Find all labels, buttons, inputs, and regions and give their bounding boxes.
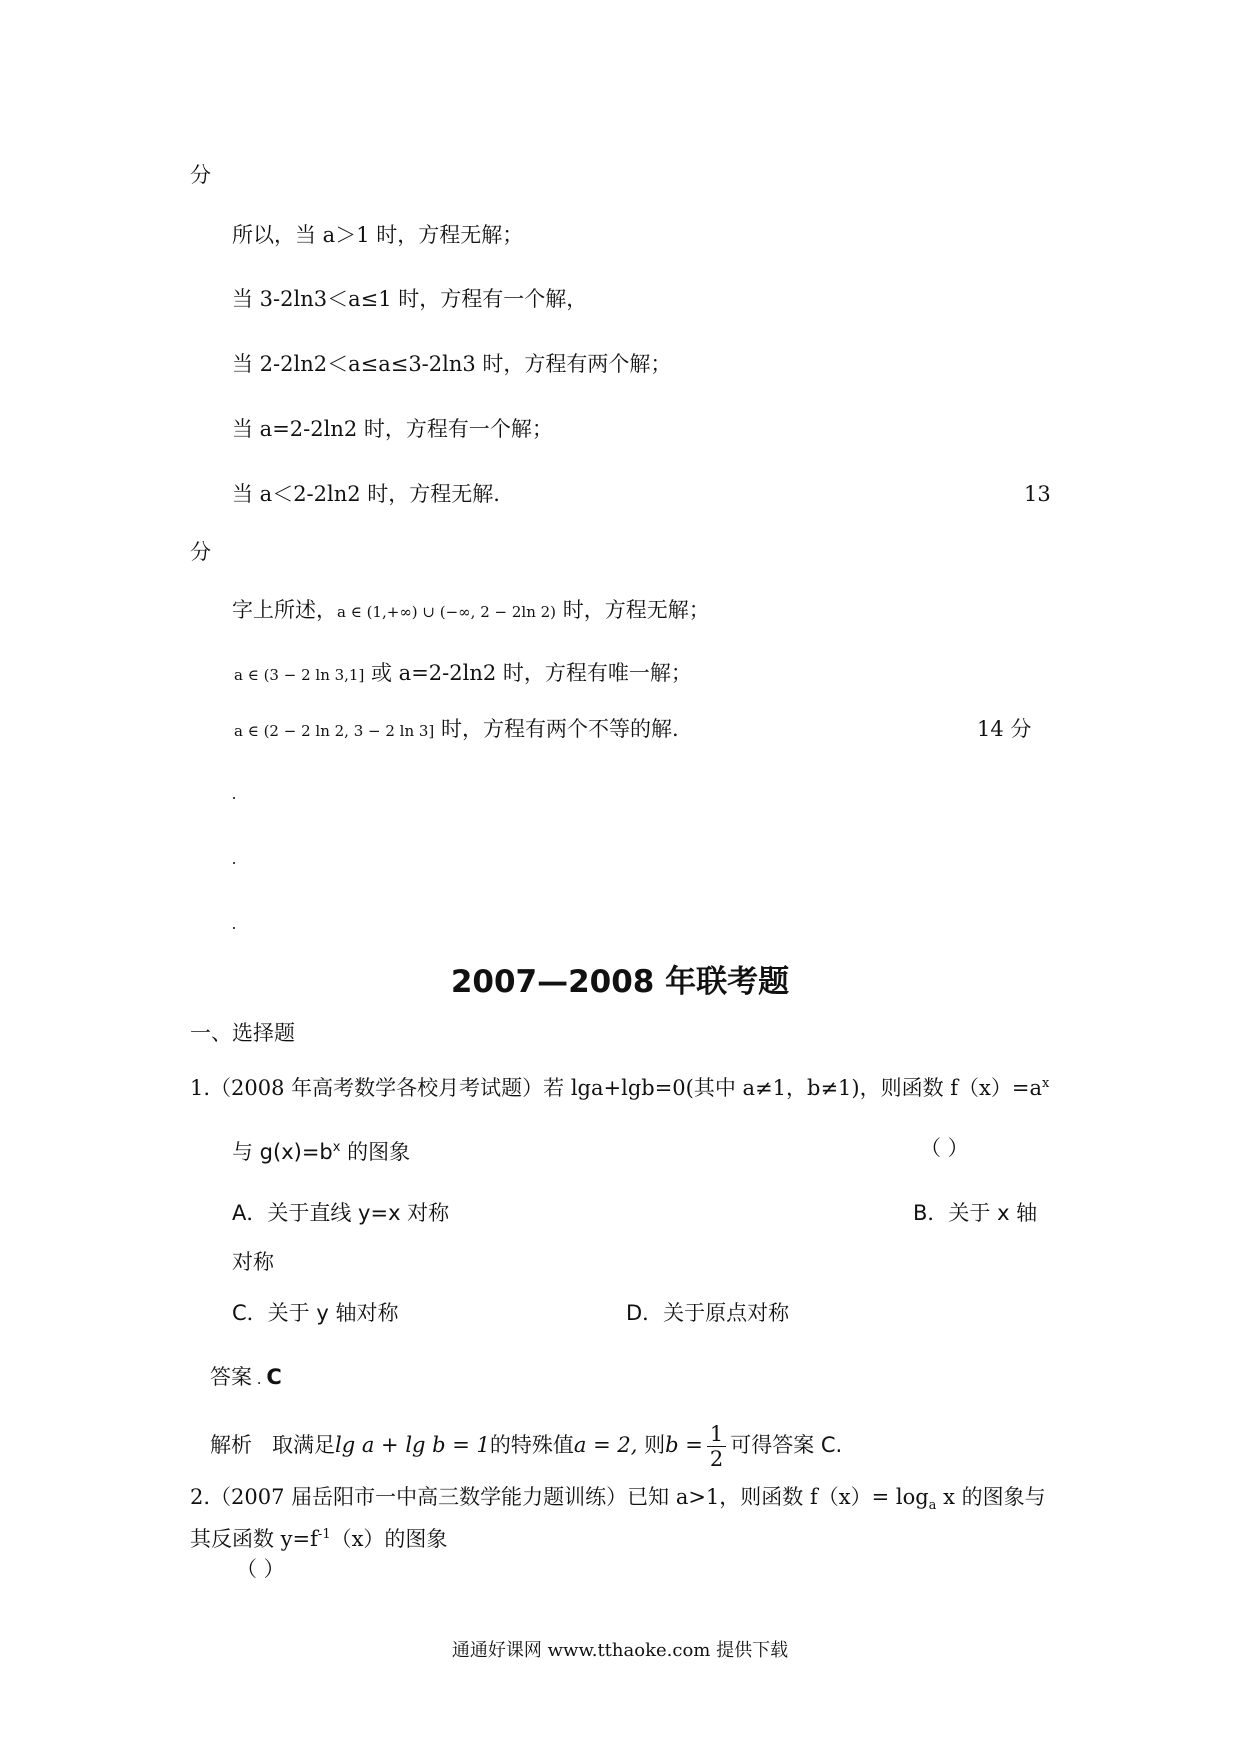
analysis-math-1: lg a + lg b = 1 <box>335 1433 490 1457</box>
answer-value: C <box>266 1365 282 1389</box>
text-line-no-solution: 所以，当 a＞1 时，方程无解； <box>232 223 524 247</box>
q1-analysis-line <box>210 1418 842 1472</box>
page-footer: 通通好课网 www.tthaoke.com 提供下载 <box>451 1640 789 1661</box>
q1-option-b: B．关于 x 轴 <box>913 1201 1038 1225</box>
analysis-text-d: 可得答案 C. <box>730 1433 843 1457</box>
q2-stem-text-2b: （x）的图象 <box>330 1527 448 1551</box>
q2-stem-line-2 <box>190 1522 447 1552</box>
text-line-equal-case: 当 a=2-2ln2 时，方程有一个解； <box>232 417 553 441</box>
analysis-text-b: 的特殊值 <box>489 1433 574 1457</box>
answer-label: 答案 <box>210 1365 252 1389</box>
interval-math-1: a ∈ (1,+∞) ∪ (−∞, 2 − 2ln 2) <box>337 603 557 621</box>
answer-separator: . <box>252 1370 267 1388</box>
q1-option-d: D．关于原点对称 <box>626 1301 790 1325</box>
summary-suffix-3: 时，方程有两个不等的解. <box>434 717 679 741</box>
text-line-two-solutions: 当 2-2ln2＜a≤a≤3-2ln3 时，方程有两个解； <box>232 352 672 376</box>
summary-line-1 <box>232 597 710 625</box>
text-line-less-case: 当 a＜2-2ln2 时，方程无解. <box>232 482 500 506</box>
q2-log-base: a <box>928 1498 937 1514</box>
fraction-one-half <box>707 1422 726 1471</box>
q1-stem-line-2 <box>232 1135 410 1165</box>
q2-stem-text-2a: 其反函数 y=f <box>190 1527 318 1551</box>
analysis-text-c: 则 <box>637 1433 666 1457</box>
score-14: 14 分 <box>977 717 1032 741</box>
fraction-numerator: 1 <box>707 1422 726 1447</box>
summary-prefix: 字上所述， <box>232 598 337 622</box>
analysis-text-a: 取满足 <box>272 1433 336 1457</box>
q1-stem-text-2a: 与 g(x)=b <box>232 1140 333 1164</box>
q2-stem-line-1 <box>190 1484 1046 1519</box>
q2-answer-paren: （ ） <box>236 1557 285 1581</box>
q1-answer-line <box>210 1364 282 1392</box>
q1-superscript-x-1: x <box>1042 1076 1050 1091</box>
q1-option-b-continued: 对称 <box>232 1250 274 1274</box>
q1-answer-paren: （ ） <box>920 1136 969 1160</box>
summary-suffix-1: 时，方程无解； <box>556 598 710 622</box>
scan-dot-1 <box>233 797 235 799</box>
summary-line-3 <box>234 716 679 744</box>
q1-stem-line-1 <box>190 1071 1049 1101</box>
scan-dot-3 <box>233 927 235 929</box>
score-13: 13 <box>1024 482 1051 506</box>
interval-math-2: a ∈ (3 − 2 ln 3,1] <box>234 666 365 684</box>
analysis-math-3: b = <box>665 1433 703 1457</box>
q1-option-a: A．关于直线 y=x 对称 <box>232 1201 450 1225</box>
q1-superscript-x-2: x <box>332 1140 341 1155</box>
q2-stem-text-1b: x 的图象与 <box>936 1485 1046 1509</box>
analysis-label: 解析 <box>210 1433 252 1457</box>
q1-stem-text-1: 1.（2008 年高考数学各校月考试题）若 lga+lgb=0(其中 a≠1，b≠1)，则函数 f（x）=a <box>190 1076 1043 1100</box>
analysis-math-2: a = 2, <box>573 1433 638 1457</box>
section-title: 2007—2008 年联考题 <box>450 964 790 1000</box>
summary-suffix-2: 或 a=2-2ln2 时，方程有唯一解； <box>364 661 692 685</box>
q2-stem-text-1: 2.（2007 届岳阳市一中高三数学能力题训练）已知 a>1，则函数 f（x）= log <box>190 1485 929 1509</box>
q1-option-c: C．关于 y 轴对称 <box>232 1301 399 1325</box>
q2-superscript-inverse: -1 <box>317 1527 331 1542</box>
summary-line-2 <box>234 660 692 688</box>
section-subtitle: 一、选择题 <box>190 1021 295 1045</box>
fraction-denominator: 2 <box>709 1447 724 1471</box>
scan-dot-2 <box>233 862 235 864</box>
interval-math-3: a ∈ (2 − 2 ln 2, 3 − 2 ln 3] <box>234 722 435 740</box>
text-line-one-solution: 当 3-2ln3＜a≤1 时，方程有一个解， <box>232 287 588 311</box>
q1-stem-text-2b: 的图象 <box>340 1140 411 1164</box>
text-line-fen-2: 分 <box>190 540 211 564</box>
text-line-fen-1: 分 <box>190 163 211 187</box>
